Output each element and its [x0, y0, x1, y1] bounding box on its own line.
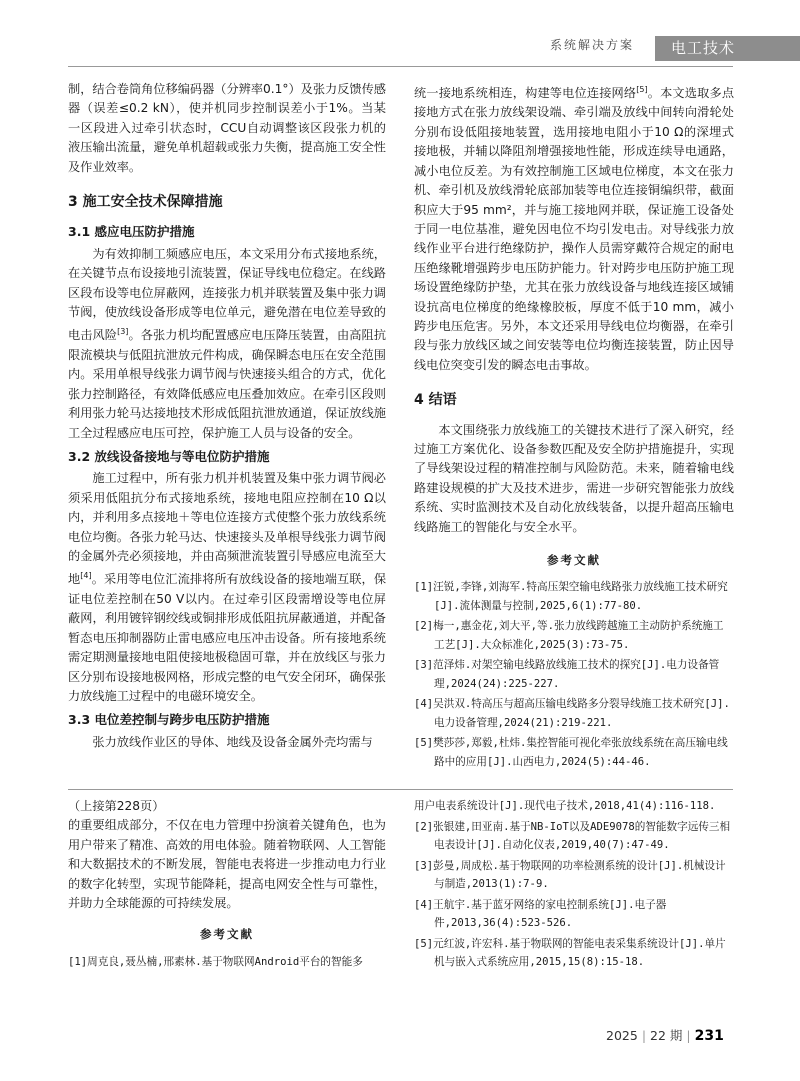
paragraph: 为有效抑制工频感应电压，本文采用分布式接地系统，在关键节点布设接地引流装置，保证导线电位稳定。在线路区段布设等电位屏蔽网，连接张力机并联装置及集中张力调节阀，使放线设备形成等电位单元，避免潜在电位差导致的电击风险[3]。各张力机均配置感应电压降压装置，由高阻抗限流模块与低阻抗泄放元件构成，确保瞬态电压在安全范围内。采用单根导线张力调节阀与快速接头组合的方式，优化张力控制路径，有效降低感应电压叠加效应。在牵引区段则利用张力轮马达接地技术形成低阻抗泄放通道，保证放线施工全过程感应电压可控，保护施工人员与设备的安全。 [68, 246, 387, 440]
section-divider [68, 789, 733, 790]
subsection-heading-3-1: 3.1 感应电压防护措施 [68, 224, 195, 240]
issue-number: 22 期 [650, 1028, 683, 1043]
reference-item: [1]汪锐,李锋,刘海军.特高压架空输电线路张力放线施工技术研究[J].流体测量与控制,2025,6(1):77-80. [414, 581, 728, 612]
reference-list [68, 953, 386, 972]
citation: [5] [636, 85, 648, 94]
section-heading-4: 4 结语 [414, 392, 457, 409]
citation: [3] [117, 327, 129, 337]
reference-item: [3]彭曼,周成松.基于物联网的功率检测系统的设计[J].机械设计与制造,2013(1):7-9. [414, 859, 726, 890]
page-number: 231 [694, 1028, 724, 1044]
reference-list [414, 797, 734, 972]
paragraph: 张力放线作业区的导体、地线及设备金属外壳均需与 [92, 734, 373, 749]
header-rule [68, 66, 733, 67]
reference-item: [3]范泽炜.对架空输电线路放线施工技术的探究[J].电力设备管理,2024(24):225-227. [414, 659, 720, 690]
reference-item: [2]梅一,惠金花,刘大平,等.张力放线跨越施工主动防护系统施工工艺[J].大众标准化,2025(3):73-75. [414, 620, 724, 651]
journal-section-label: 系统解决方案 [550, 38, 635, 52]
reference-item: [5]元红波,许宏科.基于物联网的智能电表采集系统设计[J].单片机与嵌入式系统应用,2015,15(8):15-18. [414, 937, 726, 968]
reference-item: [2]张银建,田亚南.基于NB-IoT以及ADE9078的智能数字远传三相电表设计[J].自动化仪表,2019,40(7):47-49. [414, 820, 731, 851]
journal-name-banner: 电工技术 [655, 36, 800, 61]
section-heading-3: 3 施工安全技术保障措施 [68, 194, 223, 211]
subsection-heading-3-3: 3.3 电位差控制与跨步电压防护措施 [68, 712, 270, 728]
reference-item: [4]吴洪双.特高压与超高压输电线路多分裂导线施工技术研究[J].电力设备管理,2024(21):219-221. [414, 698, 730, 729]
paragraph: 统一接地系统相连，构建等电位连接网络[5]。本文选取多点接地方式在张力放线架设端、牵引端及放线中间转向滑轮处分别布设低阻接地装置，选用接地电阻小于10 Ω的深埋式接地极，并辅以降阻剂增强接地性能，形成连续导电通路，减小电位反差。为有效控制施工区域电位梯度，本文在张力机、牵引机及放线滑轮底部加装等电位连接铜编织带，截面积应大于95 mm²，并与施工接地网并联，保证施工设备处于同一电位基准，避免因电位不均引发电击。对导线张力放线作业平台进行绝缘防护，操作人员需穿戴符合规定的耐电压绝缘靴增强跨步电压防护能力。针对跨步电压防护施工现场设置绝缘防护垫，尤其在张力放线设备与地线连接区域铺设抗高电位梯度的绝缘橡胶板，厚度不低于10 mm，减小跨步电压危害。另外，本文还采用导线电位均衡器，在牵引段与张力放线区域之间安装等电位均衡连接装置，防止因导线电位突变引发的瞬态电击事故。 [414, 85, 735, 372]
paragraph: 制，结合卷筒角位移编码器（分辨率0.1°）及张力反馈传感器（误差≤0.2 kN），使并机同步控制误差小于1%。当某一区段进入过牵引状态时，CCU自动调整该区段张力机的液压输出流量，避免单机超载或张力失衡，提高施工安全性及作业效率。 [68, 82, 386, 174]
continuation-note: （上接第228页） [68, 799, 165, 813]
page-footer: 2025 | 22 期 | 231 [606, 1028, 724, 1044]
reference-item: 用户电表系统设计[J].现代电子技术,2018,41(4):116-118. [414, 800, 716, 812]
references-title: 参考文献 [547, 553, 601, 567]
reference-item: [1]周克良,聂丛楠,邢素林.基于物联网Android平台的智能多 [68, 955, 363, 968]
paragraph: 的重要组成部分，不仅在电力管理中扮演着关键角色，也为用户带来了精准、高效的用电体验。随着物联网、人工智能和大数据技术的不断发展，智能电表将进一步推动电力行业的数字化转型，实现节能降耗，提高电网安全性与可靠性，并助力全球能源的可持续发展。 [68, 818, 386, 911]
left-column [68, 80, 386, 752]
reference-item: [5]樊莎莎,郑毅,杜炜.集控智能可视化牵张放线系统在高压输电线路中的应用[J].山西电力,2024(5):44-46. [414, 737, 728, 768]
continued-left-column [68, 797, 386, 973]
reference-item: [4]王航宇.基于蓝牙网络的家电控制系统[J].电子器件,2013,36(4):523-526. [414, 898, 667, 929]
reference-list [414, 578, 734, 771]
right-column [414, 80, 734, 773]
issue-year: 2025 [606, 1028, 638, 1043]
continued-right-column [414, 797, 734, 974]
subsection-heading-3-2: 3.2 放线设备接地与等电位防护措施 [68, 448, 270, 464]
references-title: 参考文献 [200, 927, 254, 942]
paragraph: 施工过程中，所有张力机并机装置及集中张力调节阀必须采用低阻抗分布式接地系统，接地电阻应控制在10 Ω以内，并利用多点接地＋等电位连接方式使整个张力放线系统电位均衡。各张力轮马达、快速接头及单根导线张力调节阀的金属外壳必须接地，并由高频泄流装置引导感应电流至大地[4]。采用等电位汇流排将所有放线设备的接地端互联，保证电位差控制在50 V以内。在过牵引区段需增设等电位屏蔽网，利用镀锌钢绞线或铜排形成低阻抗屏蔽通道，并配备暂态电压抑制器防止雷电感应电压冲击设备。所有接地系统需定期测量接地电阻使接地极稳固可靠，并在放线区与张力区分别布设接地极网格，形成完整的电气安全闭环，确保张力放线施工过程中的电磁环境安全。 [68, 471, 387, 703]
paragraph: 本文围绕张力放线施工的关键技术进行了深入研究，经过施工方案优化、设备参数匹配及安全防护措施提升，实现了导线架设过程的精准控制与风险防范。未来，随着输电线路建设规模的扩大及技术进步，需进一步研究智能张力放线系统、实时监测技术及自动化放线装备，以提升超高压输电线路施工的智能化与安全水平。 [414, 422, 734, 534]
citation: [4] [80, 571, 92, 581]
